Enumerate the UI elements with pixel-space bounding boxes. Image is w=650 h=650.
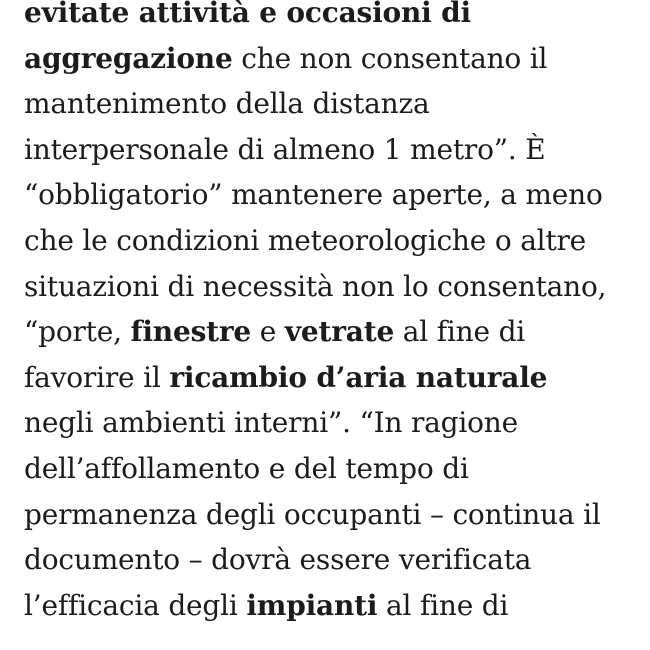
- text-segment: al fine di: [377, 588, 509, 622]
- text-line: [24, 172, 634, 218]
- text-line: [24, 36, 634, 82]
- text-line: [24, 127, 634, 173]
- text-segment: situazioni di necessità non lo consentano,: [24, 269, 607, 303]
- bold-text-segment: ricambio d’aria naturale: [169, 360, 548, 394]
- text-line: [24, 0, 634, 36]
- text-segment: “porte,: [24, 315, 131, 349]
- text-line: [24, 81, 634, 127]
- text-line: [24, 583, 634, 629]
- text-segment: mantenimento della distanza: [24, 87, 430, 121]
- text-segment: che le condizioni meteorologiche o altre: [24, 223, 587, 257]
- bold-text-segment: finestre: [130, 315, 252, 349]
- text-line: [24, 537, 634, 583]
- text-segment: dell’affollamento e del tempo di: [24, 451, 469, 485]
- bold-text-segment: aggregazione: [24, 41, 233, 75]
- text-segment: negli ambienti interni”. “In ragione: [24, 406, 518, 440]
- text-line: [24, 309, 634, 355]
- bold-text-segment: vetrate: [284, 315, 395, 349]
- text-line: [24, 264, 634, 310]
- text-segment: al fine di: [394, 315, 526, 349]
- text-line: [24, 218, 634, 264]
- text-segment: favorire il: [24, 360, 170, 394]
- text-segment: “obbligatorio” mantenere aperte, a meno: [24, 178, 603, 212]
- text-segment: interpersonale di almeno 1 metro”. È: [24, 132, 546, 166]
- article-body: [24, 0, 634, 628]
- text-segment: permanenza degli occupanti – continua il: [24, 497, 601, 531]
- text-segment: e: [251, 315, 285, 349]
- text-segment: documento – dovrà essere verificata: [24, 543, 532, 577]
- text-line: [24, 355, 634, 401]
- text-line: [24, 400, 634, 446]
- text-segment: l’efficacia degli: [24, 588, 247, 622]
- bold-text-segment: impianti: [246, 588, 378, 622]
- text-line: [24, 492, 634, 538]
- text-line: [24, 446, 634, 492]
- bold-text-segment: evitate attività e occasioni di: [24, 0, 471, 29]
- text-segment: che non consentano il: [232, 41, 548, 75]
